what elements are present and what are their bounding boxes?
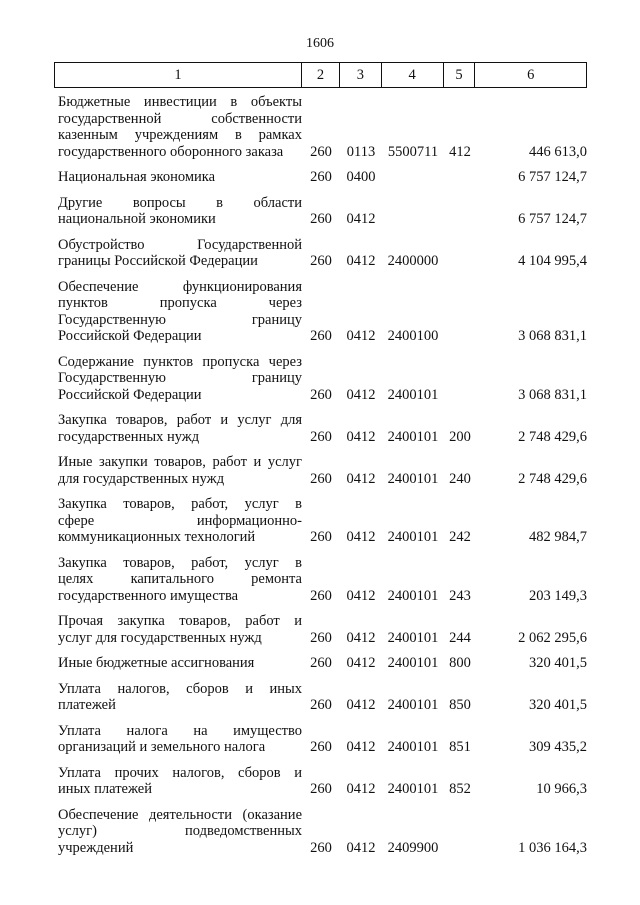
- row-name: [54, 655, 302, 672]
- row-code-col-3: 0412: [346, 839, 376, 856]
- row-name: [54, 94, 302, 160]
- row-code-col-3: 0412: [346, 655, 376, 671]
- row-code-col-2: 260: [310, 839, 332, 856]
- row-code-col-2: 260: [310, 328, 332, 344]
- row-amount: 1 036 164,3: [518, 839, 587, 856]
- row-amount: 6 757 124,7: [518, 169, 587, 185]
- row-code-col-3: 0412: [346, 428, 376, 445]
- row-code-col-4: 5500711: [387, 143, 439, 160]
- row-name: [54, 279, 302, 345]
- row-name: [54, 412, 302, 445]
- row-name-line: государственной собственности: [58, 110, 302, 127]
- row-name-line: Закупка товаров, работ, услуг в: [58, 496, 302, 512]
- table-row: [54, 681, 587, 714]
- row-name: [54, 169, 302, 186]
- table-row: [54, 279, 587, 345]
- table-row: [54, 237, 587, 270]
- row-name: [54, 555, 302, 605]
- row-name-line: пунктов пропуска через: [58, 295, 302, 311]
- row-code-col-2: 260: [310, 739, 332, 755]
- row-code-col-5: 852: [449, 781, 471, 797]
- row-name: [54, 723, 302, 756]
- row-name: [54, 354, 302, 404]
- row-code-col-3: 0412: [346, 587, 376, 604]
- row-code-col-3: 0412: [346, 781, 376, 797]
- row-amount: 2 748 429,6: [518, 428, 587, 445]
- row-amount: 10 966,3: [536, 781, 587, 797]
- row-code-col-4: 2400101: [387, 428, 439, 445]
- row-code-col-2: 260: [310, 428, 332, 445]
- row-name-line: Обустройство Государственной: [58, 236, 302, 253]
- row-name: [54, 613, 302, 646]
- row-name-line: организаций и земельного налога: [58, 739, 266, 755]
- row-code-col-2: 260: [310, 470, 332, 487]
- row-amount: 6 757 124,7: [518, 211, 587, 227]
- row-name-line: учреждений: [58, 839, 134, 856]
- row-code-col-2: 260: [310, 143, 332, 160]
- row-code-col-2: 260: [310, 386, 332, 403]
- row-name-line: платежей: [58, 697, 116, 713]
- row-code-col-2: 260: [310, 587, 332, 604]
- row-name-line: Обеспечение функционирования: [58, 278, 302, 295]
- row-name-line: границы Российской Федерации: [58, 253, 258, 269]
- row-name-line: Государственную границу: [58, 370, 302, 386]
- row-name-line: услуг для государственных нужд: [58, 629, 262, 646]
- row-name-line: казенным учреждениям в рамках: [58, 127, 302, 143]
- row-code-col-5: 412: [449, 143, 471, 160]
- table-row: [54, 94, 587, 160]
- row-code-col-3: 0412: [346, 739, 376, 755]
- row-code-col-5: 800: [449, 655, 471, 671]
- row-code-col-3: 0412: [346, 470, 376, 487]
- row-amount: 3 068 831,1: [518, 328, 587, 344]
- header-col-2: 2: [302, 63, 340, 87]
- table-row: [54, 169, 587, 186]
- table-row: [54, 655, 587, 672]
- row-code-col-4: 2400101: [387, 529, 439, 545]
- table-row: [54, 765, 587, 798]
- row-name-line: услуг) подведомственных: [58, 823, 302, 839]
- row-code-col-3: 0412: [346, 253, 376, 269]
- row-code-col-5: 240: [449, 470, 471, 487]
- row-name-line: Содержание пунктов пропуска через: [58, 353, 302, 370]
- row-name-line: Российской Федерации: [58, 328, 202, 344]
- row-code-col-4: 2400101: [387, 386, 439, 403]
- row-code-col-4: 2400101: [387, 697, 439, 713]
- row-name: [54, 237, 302, 270]
- row-name-line: Российской Федерации: [58, 386, 202, 403]
- row-code-col-4: 2400100: [387, 328, 439, 344]
- row-code-col-2: 260: [310, 529, 332, 545]
- row-code-col-5: 200: [449, 428, 471, 445]
- row-amount: 446 613,0: [529, 143, 587, 160]
- row-code-col-5: 244: [449, 629, 471, 646]
- row-name-line: Закупка товаров, работ и услуг для: [58, 412, 302, 428]
- row-amount: 4 104 995,4: [518, 253, 587, 269]
- table-row: [54, 555, 587, 605]
- header-col-4: 4: [382, 63, 444, 87]
- row-name-line: для государственных нужд: [58, 470, 225, 487]
- row-amount: 320 401,5: [529, 655, 587, 671]
- table-header: [54, 62, 587, 88]
- row-name-line: коммуникационных технологий: [58, 529, 256, 545]
- row-code-col-4: 2400101: [387, 629, 439, 646]
- row-code-col-3: 0113: [346, 143, 376, 160]
- row-name-line: Прочая закупка товаров, работ и: [58, 613, 302, 629]
- row-amount: 3 068 831,1: [518, 386, 587, 403]
- row-name-line: Уплата налогов, сборов и иных: [58, 680, 302, 697]
- row-code-col-4: 2400101: [387, 655, 439, 671]
- row-code-col-4: 2400101: [387, 781, 439, 797]
- row-name: [54, 681, 302, 714]
- row-code-col-4: 2400101: [387, 739, 439, 755]
- row-code-col-3: 0412: [346, 529, 376, 545]
- row-code-col-2: 260: [310, 697, 332, 713]
- row-amount: 320 401,5: [529, 697, 587, 713]
- row-name: [54, 195, 302, 228]
- row-name-line: Другие вопросы в области: [58, 194, 302, 211]
- row-name: [54, 807, 302, 857]
- row-code-col-4: 2409900: [387, 839, 439, 856]
- table-row: [54, 807, 587, 857]
- header-col-1: 1: [55, 63, 302, 87]
- row-name-line: Государственную границу: [58, 311, 302, 328]
- row-name-line: Иные закупки товаров, работ и услуг: [58, 454, 302, 470]
- table-row: [54, 613, 587, 646]
- row-name-line: Иные бюджетные ассигнования: [58, 655, 255, 671]
- row-code-col-3: 0400: [346, 169, 376, 185]
- header-col-3: 3: [340, 63, 382, 87]
- row-code-col-2: 260: [310, 629, 332, 646]
- row-name: [54, 496, 302, 546]
- row-name-line: иных платежей: [58, 781, 152, 797]
- row-code-col-5: 242: [449, 529, 471, 545]
- row-amount: 309 435,2: [529, 739, 587, 755]
- table-row: [54, 723, 587, 756]
- row-name-line: целях капитального ремонта: [58, 571, 302, 587]
- row-code-col-2: 260: [310, 169, 332, 185]
- row-amount: 2 062 295,6: [518, 629, 587, 646]
- row-code-col-3: 0412: [346, 211, 376, 227]
- header-col-5: 5: [444, 63, 476, 87]
- table-row: [54, 354, 587, 404]
- table-row: [54, 412, 587, 445]
- row-name-line: Обеспечение деятельности (оказание: [58, 806, 302, 823]
- row-name-line: государственного оборонного заказа: [58, 143, 284, 160]
- row-name-line: государственных нужд: [58, 428, 200, 445]
- row-code-col-3: 0412: [346, 328, 376, 344]
- row-name-line: сфере информационно-: [58, 512, 302, 529]
- row-code-col-2: 260: [310, 253, 332, 269]
- page-number: 1606: [306, 36, 334, 51]
- row-name: [54, 765, 302, 798]
- row-name-line: национальной экономики: [58, 211, 216, 227]
- row-code-col-5: 243: [449, 587, 471, 604]
- row-code-col-5: 850: [449, 697, 471, 713]
- row-code-col-4: 2400101: [387, 587, 439, 604]
- row-code-col-3: 0412: [346, 386, 376, 403]
- row-name-line: Уплата налога на имущество: [58, 722, 302, 739]
- row-name-line: Уплата прочих налогов, сборов и: [58, 764, 302, 781]
- row-name-line: Закупка товаров, работ, услуг в: [58, 554, 302, 571]
- row-code-col-2: 260: [310, 655, 332, 671]
- row-code-col-2: 260: [310, 781, 332, 797]
- row-name-line: государственного имущества: [58, 587, 239, 604]
- header-col-6: 6: [527, 67, 535, 83]
- table-row: [54, 496, 587, 546]
- row-name-line: Бюджетные инвестиции в объекты: [58, 94, 302, 110]
- row-code-col-4: 2400101: [387, 470, 439, 487]
- row-name-line: Национальная экономика: [58, 169, 216, 185]
- table-row: [54, 195, 587, 228]
- row-amount: 203 149,3: [529, 587, 587, 604]
- budget-table: [54, 62, 587, 865]
- row-code-col-2: 260: [310, 211, 332, 227]
- row-amount: 482 984,7: [529, 529, 587, 545]
- row-amount: 2 748 429,6: [518, 470, 587, 487]
- row-code-col-5: 851: [449, 739, 471, 755]
- row-name: [54, 454, 302, 487]
- row-code-col-3: 0412: [346, 629, 376, 646]
- row-code-col-4: 2400000: [387, 253, 439, 269]
- table-body: [54, 94, 587, 856]
- table-row: [54, 454, 587, 487]
- row-code-col-3: 0412: [346, 697, 376, 713]
